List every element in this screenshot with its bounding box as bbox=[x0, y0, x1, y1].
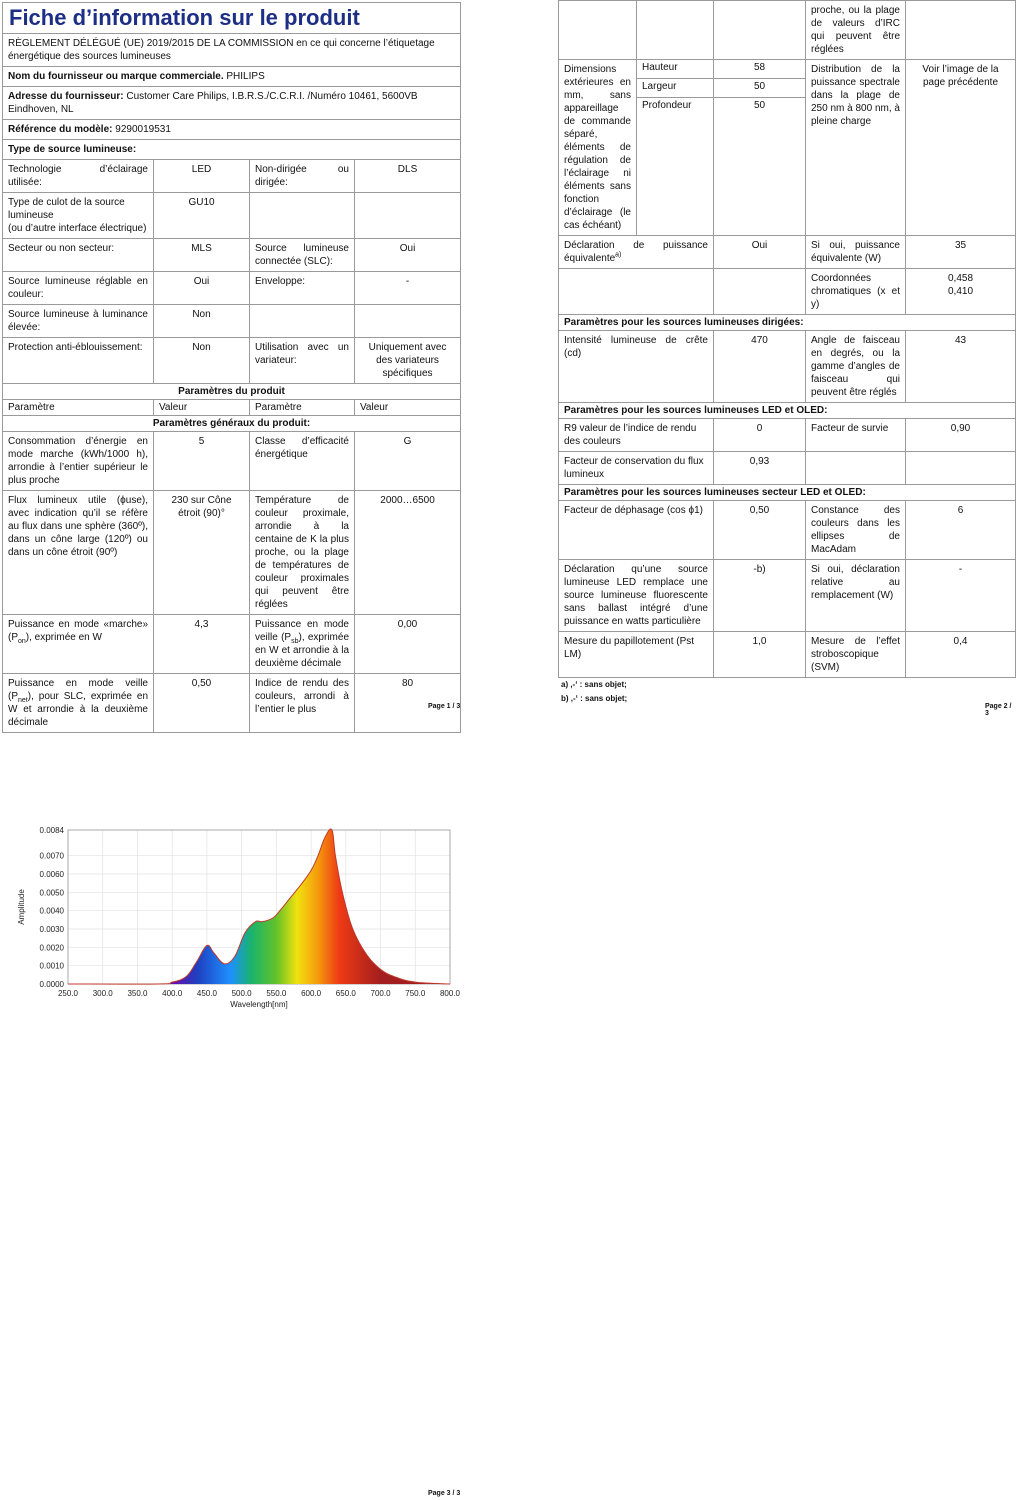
mains-value: MLS bbox=[154, 239, 250, 272]
x-tick-label: 250.0 bbox=[57, 989, 79, 998]
equivalent-power-label: Déclaration de puissance équivalente$^{a)}$ bbox=[559, 236, 714, 269]
directed-parameters-heading: Paramètres pour les sources lumineuses dirigées: bbox=[559, 315, 1016, 331]
replacement-power-value: - bbox=[906, 560, 1016, 632]
flicker-label: Mesure du papillotement (Pst LM) bbox=[559, 632, 714, 678]
beam-angle-value: 43 bbox=[906, 331, 1016, 403]
chromaticity-y: 0,410 bbox=[947, 286, 974, 297]
networked-standby-label: Puissance en mode veille $(P_{net})$, pour SLC, exprimée en W et arrondie à la deuxième décimale bbox=[3, 674, 154, 733]
high-luminance-label: Source lumineuse à luminance élevée: bbox=[3, 305, 154, 338]
energy-consumption-label: Consommation d’énergie en mode marche (kWh/1000 h), arrondie à l’entier supérieur le plus proche bbox=[3, 432, 154, 491]
y-tick-label: 0.0010 bbox=[39, 961, 64, 971]
x-tick-label: 350.0 bbox=[127, 989, 148, 998]
stroboscopic-label: Mesure de l’effet stroboscopique (SVM) bbox=[806, 632, 906, 678]
equivalent-power-value: Oui bbox=[714, 236, 806, 269]
document-title: Fiche d’information sur le produit bbox=[9, 5, 360, 30]
address-row bbox=[3, 87, 461, 120]
model-row bbox=[3, 120, 461, 140]
footnote-a: a) ,-‘ : sans objet; bbox=[561, 680, 627, 689]
on-mode-power-label: Puissance en mode «marche» $(P_{on})$, exprimée en W bbox=[3, 615, 154, 674]
col-header-parameter-2: Paramètre bbox=[250, 400, 355, 416]
flux-maintenance-label: Facteur de conservation du flux lumineux bbox=[559, 452, 714, 485]
peak-intensity-value: 470 bbox=[714, 331, 806, 403]
anti-glare-value: Non bbox=[154, 338, 250, 384]
y-tick-labels bbox=[40, 826, 65, 989]
supplier-label: Nom du fournisseur ou marque commerciale. bbox=[8, 71, 224, 82]
col-header-value-2: Valeur bbox=[355, 400, 461, 416]
directional-value: DLS bbox=[355, 160, 461, 193]
y-tick-label: 0.0000 bbox=[39, 980, 64, 989]
regulation-text: RÈGLEMENT DÉLÉGUÉ (UE) 2019/2015 DE LA COMMISSION en ce qui concerne l’étiquetage énergétique des sources lumineuses bbox=[3, 34, 461, 67]
x-tick-label: 650.0 bbox=[335, 989, 356, 998]
model-label: Référence du modèle: bbox=[8, 124, 113, 135]
led-parameters-heading: Paramètres pour les sources lumineuses LED et OLED: bbox=[559, 403, 1016, 419]
col-header-parameter-1: Paramètre bbox=[3, 400, 154, 416]
macadam-label: Constance des couleurs dans les ellipses de MacAdam bbox=[806, 501, 906, 560]
colour-tunable-label: Source lumineuse réglable en couleur: bbox=[3, 272, 154, 305]
chromaticity-value bbox=[906, 269, 1016, 315]
cri-value: 80 bbox=[355, 674, 461, 733]
envelope-value: - bbox=[355, 272, 461, 305]
x-tick-label: 700.0 bbox=[370, 989, 391, 998]
cct-value: 2000…6500 bbox=[355, 491, 461, 615]
fluorescent-replacement-value: -b) bbox=[714, 560, 806, 632]
cap-type-label bbox=[3, 193, 154, 239]
x-tick-labels bbox=[58, 989, 461, 998]
page-number-3: Page 3 / 3 bbox=[428, 1490, 461, 1497]
connected-value: Oui bbox=[355, 239, 461, 272]
width-label: Largeur bbox=[637, 79, 714, 98]
x-tick-label: 400.0 bbox=[162, 989, 183, 998]
colour-tunable-value: Oui bbox=[154, 272, 250, 305]
spectral-distribution-chart bbox=[10, 820, 470, 1020]
y-tick-label: 0.0040 bbox=[39, 906, 64, 916]
height-value: 58 bbox=[714, 60, 806, 79]
dimmer-value: Uniquement avec des variateurs spécifiques bbox=[355, 338, 461, 384]
x-tick-label: 800.0 bbox=[439, 989, 461, 998]
height-label: Hauteur bbox=[637, 60, 714, 79]
directional-label: Non-dirigée ou dirigée: bbox=[250, 160, 355, 193]
mains-led-parameters-heading: Paramètres pour les sources lumineuses secteur LED et OLED: bbox=[559, 485, 1016, 501]
displacement-factor-value: 0,50 bbox=[714, 501, 806, 560]
beam-angle-label: Angle de faisceau en degrés, ou la gamme d’angles de faisceau qui peuvent être réglés bbox=[806, 331, 906, 403]
standby-power-label: Puissance en mode veille $(P_{sb})$, exprimée en W et arrondie à la deuxième décimale bbox=[250, 615, 355, 674]
cap-type-label-b: (ou d’autre interface électrique) bbox=[8, 223, 147, 234]
equivalent-power-w-label: Si oui, puissance équivalente (W) bbox=[806, 236, 906, 269]
general-parameters-heading: Paramètres généraux du produit: bbox=[3, 416, 461, 432]
x-tick-label: 500.0 bbox=[231, 989, 252, 998]
on-mode-power-value: 4,3 bbox=[154, 615, 250, 674]
spectral-distribution-label: Distribution de la puissance spectrale dans la plage de 250 nm à 800 nm, à pleine charge bbox=[806, 60, 906, 236]
mains-label: Secteur ou non secteur: bbox=[3, 239, 154, 272]
survival-factor-label: Facteur de survie bbox=[806, 419, 906, 452]
x-tick-label: 300.0 bbox=[92, 989, 113, 998]
chromaticity-label: Coordonnées chromatiques (x et y) bbox=[806, 269, 906, 315]
supplier-value: PHILIPS bbox=[226, 71, 265, 82]
y-tick-label: 0.0070 bbox=[39, 851, 64, 861]
supplier-row bbox=[3, 67, 461, 87]
cri-continued-text: proche, ou la plage de valeurs d’IRC qui peuvent être réglées bbox=[806, 1, 906, 60]
flicker-value: 1,0 bbox=[714, 632, 806, 678]
address-label: Adresse du fournisseur: bbox=[8, 91, 124, 102]
efficiency-class-label: Classe d’efficacité énergétique bbox=[250, 432, 355, 491]
spectrum-area bbox=[68, 829, 450, 984]
footnote-b: b) ,-‘ : sans objet; bbox=[561, 694, 628, 703]
x-tick-label: 600.0 bbox=[301, 989, 322, 998]
page-number-2: Page 2 / 3 bbox=[985, 703, 1012, 717]
envelope-label: Enveloppe: bbox=[250, 272, 355, 305]
x-tick-label: 450.0 bbox=[196, 989, 217, 998]
y-axis-label: Amplitude bbox=[17, 889, 26, 925]
page-1 bbox=[2, 2, 460, 733]
address-value: Customer Care Philips, I.B.R.S./C.C.R.I. /Numéro 10461, 5600VB Eindhoven, NL bbox=[8, 91, 418, 115]
flux-maintenance-value: 0,93 bbox=[714, 452, 806, 485]
dimmer-label: Utilisation avec un variateur: bbox=[250, 338, 355, 384]
anti-glare-label: Protection anti-éblouissement: bbox=[3, 338, 154, 384]
connected-label: Source lumineuse connectée (SLC): bbox=[250, 239, 355, 272]
equivalent-power-w-value: 35 bbox=[906, 236, 1016, 269]
useful-flux-value: 230 sur Cône étroit (90)° bbox=[154, 491, 250, 615]
depth-value: 50 bbox=[714, 98, 806, 236]
width-value: 50 bbox=[714, 79, 806, 98]
cap-type-label-a: Type de culot de la source lumineuse bbox=[8, 197, 125, 221]
cap-type-value: GU10 bbox=[154, 193, 250, 239]
chromaticity-x: 0,458 bbox=[947, 273, 974, 284]
replacement-power-label: Si oui, déclaration relative au remplacement (W) bbox=[806, 560, 906, 632]
energy-consumption-value: 5 bbox=[154, 432, 250, 491]
cri-label: Indice de rendu des couleurs, arrondi à l’entier le plus bbox=[250, 674, 355, 733]
x-tick-label: 550.0 bbox=[266, 989, 287, 998]
dimensions-label: Dimensions extérieures en mm, sans appareillage de commande séparé, éléments de régulation de l’éclairage ni éléments sans fonction d’éclairage (le cas échéant) bbox=[559, 60, 637, 236]
product-parameters-heading: Paramètres du produit bbox=[3, 384, 461, 400]
page-number-1: Page 1 / 3 bbox=[428, 703, 461, 710]
page-2 bbox=[558, 0, 1015, 706]
y-tick-label: 0.0030 bbox=[39, 925, 64, 934]
light-source-type-heading: Type de source lumineuse: bbox=[3, 140, 461, 160]
product-info-table-p2 bbox=[558, 0, 1016, 678]
technology-value: LED bbox=[154, 160, 250, 193]
y-tick-label: 0.0020 bbox=[39, 943, 64, 953]
x-tick-label: 750.0 bbox=[405, 989, 426, 998]
high-luminance-value: Non bbox=[154, 305, 250, 338]
model-value: 9290019531 bbox=[115, 124, 171, 135]
useful-flux-label: Flux lumineux utile (ϕuse), avec indication qu’il se réfère au flux dans une sphère (360º), dans un cône large (120º) ou dans un cône étroit (90º) bbox=[3, 491, 154, 615]
x-axis-label: Wavelength[nm] bbox=[230, 1000, 288, 1009]
survival-factor-value: 0,90 bbox=[906, 419, 1016, 452]
col-header-value-1: Valeur bbox=[154, 400, 250, 416]
macadam-value: 6 bbox=[906, 501, 1016, 560]
stroboscopic-value: 0,4 bbox=[906, 632, 1016, 678]
technology-label: Technologie d’éclairage utilisée: bbox=[3, 160, 154, 193]
spectral-distribution-value: Voir l’image de la page précédente bbox=[906, 60, 1016, 236]
y-tick-label: 0.0060 bbox=[39, 870, 64, 879]
y-tick-label: 0.0084 bbox=[39, 826, 64, 835]
product-info-table-p1 bbox=[2, 2, 461, 733]
depth-label: Profondeur bbox=[637, 98, 714, 236]
r9-label: R9 valeur de l’indice de rendu des couleurs bbox=[559, 419, 714, 452]
peak-intensity-label: Intensité lumineuse de crête (cd) bbox=[559, 331, 714, 403]
y-tick-label: 0.0050 bbox=[39, 888, 64, 898]
efficiency-class-value: G bbox=[355, 432, 461, 491]
r9-value: 0 bbox=[714, 419, 806, 452]
cct-label: Température de couleur proximale, arrondie à la centaine de K la plus proche, ou la plage de températures de couleur proximales qui peuvent être réglées bbox=[250, 491, 355, 615]
standby-power-value: 0,00 bbox=[355, 615, 461, 674]
displacement-factor-label: Facteur de déphasage (cos ϕ1) bbox=[559, 501, 714, 560]
networked-standby-value: 0,50 bbox=[154, 674, 250, 733]
fluorescent-replacement-label: Déclaration qu’une source lumineuse LED remplace une source lumineuse fluorescente sans ballast intégré d’une puissance en watts particulière bbox=[559, 560, 714, 632]
